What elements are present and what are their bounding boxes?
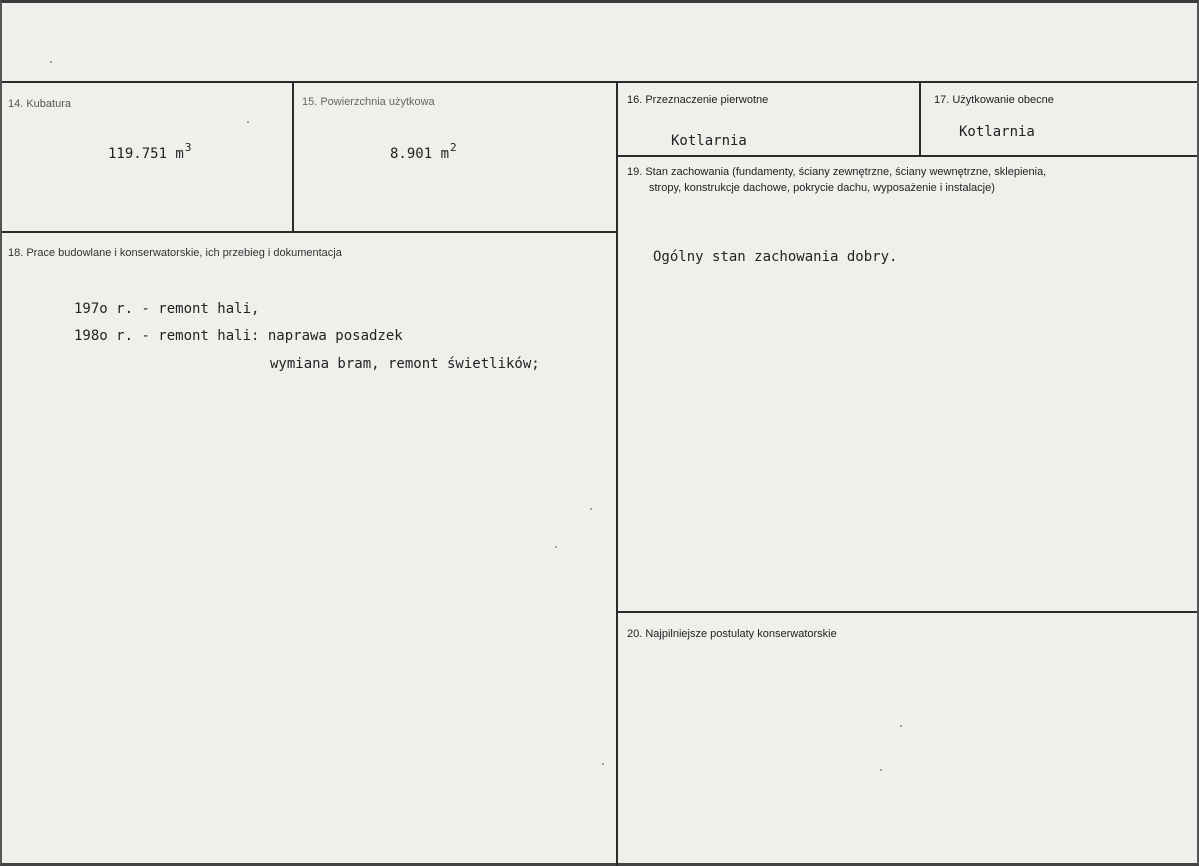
paper-speck [880, 769, 882, 771]
stan-label-line-2: stropy, konstrukcje dachowe, pokrycie dachu, wyposażenie i instalacje) [649, 182, 995, 194]
powierzchnia-number: 8.901 m [390, 146, 450, 162]
kubatura-number: 119.751 m [108, 146, 184, 162]
paper-speck [50, 61, 52, 63]
paper-speck [602, 763, 604, 765]
przeznaczenie-label: 16. Przeznaczenie pierwotne [627, 94, 769, 106]
uzytkowanie-label: 17. Użytkowanie obecne [934, 94, 1054, 106]
paper-speck [590, 508, 592, 510]
prace-line-2: 198o r. - remont hali: naprawa posadzek [74, 328, 403, 344]
paper-speck [900, 725, 902, 727]
stan-label-line-1: 19. Stan zachowania (fundamenty, ściany zewnętrzne, ściany wewnętrzne, sklepienia, [627, 166, 1047, 178]
kubatura-exponent: 3 [184, 141, 192, 154]
przeznaczenie-value: Kotlarnia [671, 133, 747, 149]
stan-value: Ogólny stan zachowania dobry. [653, 249, 898, 265]
powierzchnia-exponent: 2 [450, 141, 457, 154]
powierzchnia-value [390, 141, 457, 162]
divider-row-19-20 [616, 611, 1197, 613]
divider-col-14-15 [292, 81, 294, 233]
divider-main [616, 81, 618, 866]
divider-row-14-18 [2, 231, 618, 233]
prace-line-3: wymiana bram, remont świetlików; [270, 356, 540, 372]
paper-speck [555, 546, 557, 548]
divider-row-16-19 [616, 155, 1197, 157]
paper-speck [247, 121, 249, 123]
prace-label: 18. Prace budowlane i konserwatorskie, ich przebieg i dokumentacja [8, 247, 342, 259]
kubatura-value [108, 141, 191, 162]
divider-col-16-17 [919, 81, 921, 157]
kubatura-label: 14. Kubatura [8, 98, 71, 110]
divider-top [2, 81, 1197, 83]
postulaty-label: 20. Najpilniejsze postulaty konserwatorskie [627, 628, 837, 640]
powierzchnia-label: 15. Powierzchnia użytkowa [302, 96, 435, 108]
prace-line-1: 197o r. - remont hali, [74, 301, 260, 317]
uzytkowanie-value: Kotlarnia [959, 124, 1035, 140]
